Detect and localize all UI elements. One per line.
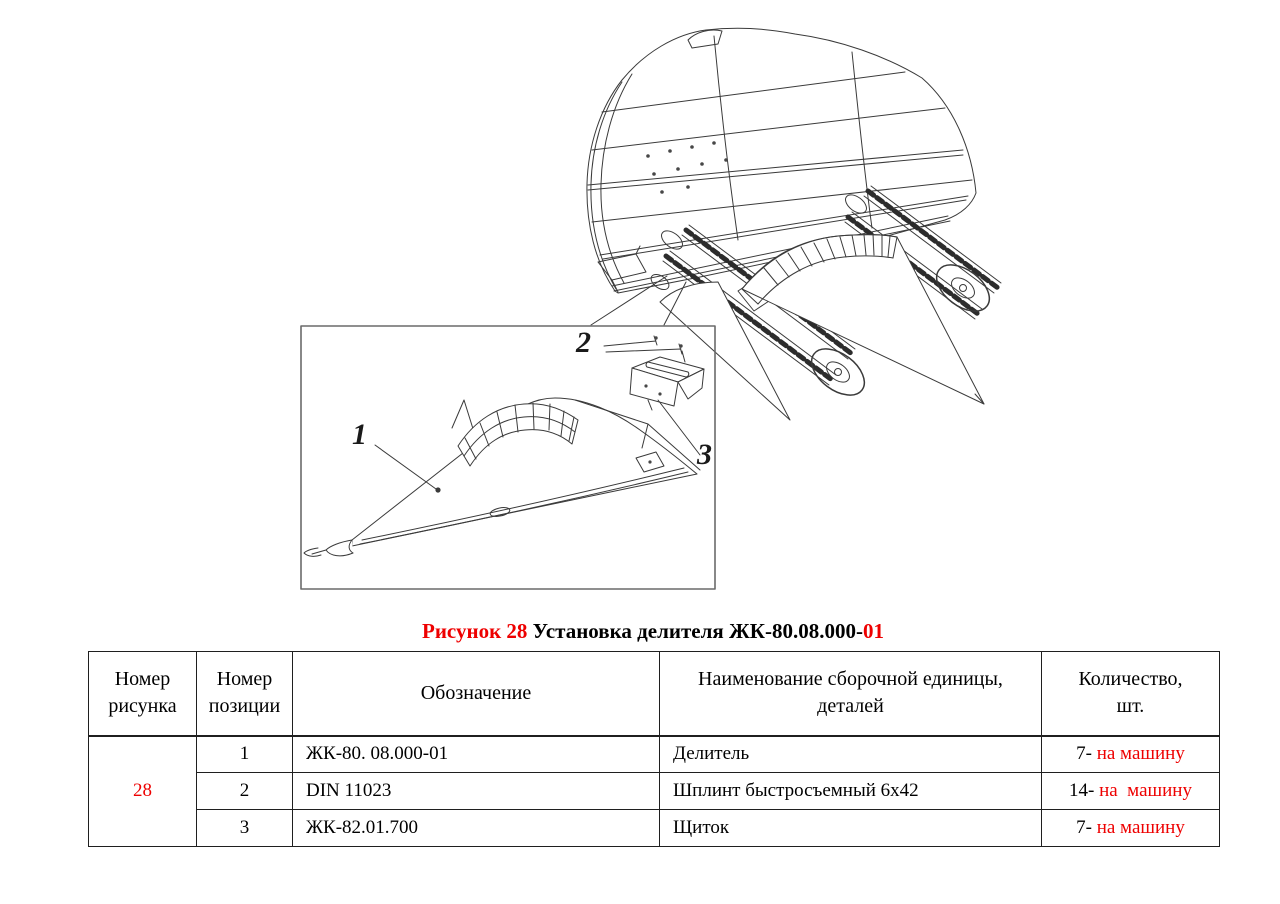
parts-table-container bbox=[88, 651, 1219, 847]
header-quantity-line1: Количество, bbox=[1078, 668, 1183, 691]
header-name-line1: Наименование сборочной единицы, bbox=[698, 668, 1003, 691]
name-cell: Шплинт быстросъемный 6х42 bbox=[660, 773, 1042, 810]
quantity-number: 7- bbox=[1076, 743, 1092, 765]
header-designation bbox=[293, 652, 660, 736]
quantity-note: на машину bbox=[1091, 817, 1185, 838]
header-quantity-line2: шт. bbox=[1116, 695, 1145, 718]
table-row bbox=[89, 773, 1220, 810]
figure-number-cell bbox=[89, 736, 197, 847]
quantity-note: на машину bbox=[1094, 780, 1192, 801]
position-cell: 2 bbox=[197, 773, 293, 810]
detail-inset-box bbox=[301, 326, 715, 589]
quantity-note: на машину bbox=[1091, 743, 1185, 765]
table-header-row bbox=[89, 652, 1220, 736]
quantity-cell bbox=[1042, 773, 1220, 810]
header-quantity bbox=[1042, 652, 1220, 736]
header-name-line2: деталей bbox=[817, 695, 884, 718]
callout-2-label: 2 bbox=[576, 326, 591, 359]
position-cell: 1 bbox=[197, 736, 293, 773]
position-cell: 3 bbox=[197, 810, 293, 847]
header-figure-number-line1: Номер bbox=[114, 668, 171, 691]
pins-part-drawing bbox=[604, 336, 685, 362]
quantity-number: 7- bbox=[1076, 817, 1092, 838]
designation-cell: ЖК-82.01.700 bbox=[293, 810, 660, 847]
table-row bbox=[89, 736, 1220, 773]
figure-caption-number: Рисунок 28 bbox=[422, 619, 528, 643]
figure-caption-suffix: 01 bbox=[863, 619, 884, 643]
figure-caption-title: Установка делителя ЖК-80.08.000- bbox=[527, 619, 863, 643]
designation-cell: ЖК-80. 08.000-01 bbox=[293, 736, 660, 773]
name-cell: Щиток bbox=[660, 810, 1042, 847]
figure-number-value: 28 bbox=[133, 780, 152, 802]
header-position-number-line2: позиции bbox=[208, 695, 281, 718]
header-figure-number bbox=[89, 652, 197, 736]
parts-table bbox=[88, 651, 1220, 847]
quantity-cell bbox=[1042, 810, 1220, 847]
quantity-number: 14- bbox=[1069, 780, 1095, 801]
quantity-cell bbox=[1042, 736, 1220, 773]
header-position-number bbox=[197, 652, 293, 736]
header-hood-outline bbox=[587, 28, 976, 293]
header-position-number-line1: Номер bbox=[216, 668, 273, 691]
header-designation-line1: Обозначение bbox=[420, 681, 532, 704]
designation-cell: DIN 11023 bbox=[293, 773, 660, 810]
name-cell: Делитель bbox=[660, 736, 1042, 773]
table-row bbox=[89, 810, 1220, 847]
callout-3-label: 3 bbox=[697, 438, 712, 471]
callout-1-label: 1 bbox=[352, 418, 367, 451]
figure-caption bbox=[88, 619, 1218, 644]
header-figure-number-line2: рисунка bbox=[108, 695, 177, 718]
header-name bbox=[660, 652, 1042, 736]
